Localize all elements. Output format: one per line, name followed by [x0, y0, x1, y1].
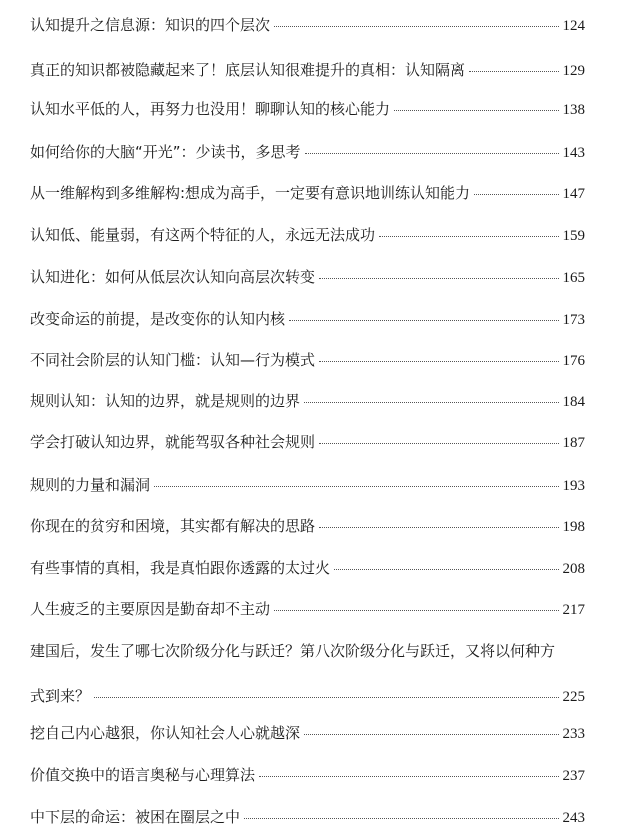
- toc-entry[interactable]: [30, 226, 585, 245]
- dot-leader: [319, 278, 558, 279]
- toc-entry[interactable]: [30, 16, 585, 35]
- toc-entry-title: 认知水平低的人，再努力也没用！聊聊认知的核心能力: [30, 100, 391, 118]
- dot-leader: [305, 153, 559, 154]
- dot-leader: [94, 697, 558, 698]
- toc-entry[interactable]: [30, 808, 585, 827]
- toc-entry-title: 如何给你的大脑“开光”：少读书，多思考: [30, 143, 301, 161]
- toc-entry-page-number: 225: [562, 689, 585, 705]
- dot-leader: [274, 26, 558, 27]
- dot-leader: [244, 818, 558, 819]
- toc-entry-page-number: 187: [562, 435, 585, 451]
- toc-entry-title: 从一维解构到多维解构:想成为高手，一定要有意识地训练认知能力: [30, 184, 471, 202]
- toc-entry[interactable]: [30, 433, 585, 452]
- toc-entry-title: 价值交换中的语言奥秘与心理算法: [30, 766, 256, 784]
- toc-entry-page-number: 138: [562, 102, 585, 118]
- toc-entry-page-number: 165: [562, 270, 585, 286]
- toc-entry[interactable]: [30, 517, 585, 536]
- dot-leader: [474, 194, 558, 195]
- toc-entry-title: 挖自己内心越狠，你认知社会人心就越深: [30, 724, 301, 742]
- toc-entry-title: 认知低、能量弱，有这两个特征的人，永远无法成功: [30, 226, 376, 244]
- dot-leader: [274, 610, 558, 611]
- dot-leader: [394, 110, 558, 111]
- toc-entry-page-number: 193: [562, 478, 585, 494]
- toc-entry-page-number: 124: [562, 18, 585, 34]
- dot-leader: [289, 320, 558, 321]
- toc-entry-title: 式到来？: [30, 687, 91, 705]
- toc-entry-title: 真正的知识都被隐藏起来了！底层认知很难提升的真相：认知隔离: [30, 61, 466, 79]
- toc-entry[interactable]: [30, 476, 585, 495]
- dot-leader: [319, 527, 558, 528]
- toc-entry-title: 规则的力量和漏洞: [30, 476, 151, 494]
- toc-entry[interactable]: [30, 310, 585, 329]
- dot-leader: [334, 569, 558, 570]
- dot-leader: [319, 443, 558, 444]
- toc-entry-page-number: 233: [562, 726, 585, 742]
- dot-leader: [259, 776, 558, 777]
- dot-leader: [319, 361, 558, 362]
- toc-entry[interactable]: [30, 392, 585, 411]
- toc-entry[interactable]: [30, 351, 585, 370]
- toc-entry-title-line1: 建国后，发生了哪七次阶级分化与跃迁？第八次阶级分化与跃迁，又将以何种方: [30, 642, 556, 660]
- toc-entry[interactable]: [30, 268, 585, 287]
- toc-entry-page-number: 176: [562, 353, 585, 369]
- toc-entry-title: 你现在的贫穷和困境，其实都有解决的思路: [30, 517, 316, 535]
- toc-entry[interactable]: [30, 100, 585, 119]
- toc-entry-title: 规则认知：认知的边界，就是规则的边界: [30, 392, 301, 410]
- toc-entry-page-number: 147: [562, 186, 585, 202]
- toc-entry-page-number: 237: [562, 768, 585, 784]
- toc-entry-title: 不同社会阶层的认知门槛：认知—行为模式: [30, 351, 316, 369]
- toc-entry[interactable]: [30, 600, 585, 619]
- toc-entry[interactable]: [30, 559, 585, 578]
- toc-entry-page-number: 173: [562, 312, 585, 328]
- toc-entry-page-number: 129: [562, 63, 585, 79]
- toc-entry-page-number: 184: [562, 394, 585, 410]
- toc-entry[interactable]: [30, 184, 585, 203]
- dot-leader: [304, 402, 558, 403]
- dot-leader: [304, 734, 558, 735]
- dot-leader: [379, 236, 558, 237]
- toc-entry-title: 认知进化：如何从低层次认知向高层次转变: [30, 268, 316, 286]
- toc-entry-title: 人生疲乏的主要原因是勤奋却不主动: [30, 600, 271, 618]
- toc-entry[interactable]: [30, 143, 585, 162]
- toc-entry-title: 中下层的命运：被困在圈层之中: [30, 808, 241, 826]
- toc-entry[interactable]: [30, 766, 585, 785]
- toc-entry-page-number: 208: [562, 561, 585, 577]
- toc-entry-page-number: 143: [562, 145, 585, 161]
- dot-leader: [154, 486, 558, 487]
- toc-entry[interactable]: [30, 724, 585, 743]
- toc-entry[interactable]: [30, 61, 585, 80]
- toc-entry-page-number: 217: [562, 602, 585, 618]
- toc-entry-page-number: 243: [562, 810, 585, 826]
- toc-entry-page-number: 198: [562, 519, 585, 535]
- toc-entry-title: 改变命运的前提，是改变你的认知内核: [30, 310, 286, 328]
- toc-entry-title: 学会打破认知边界，就能驾驭各种社会规则: [30, 433, 316, 451]
- toc-entry-page-number: 159: [562, 228, 585, 244]
- toc-entry-title: 有些事情的真相，我是真怕跟你透露的太过火: [30, 559, 331, 577]
- toc-entry[interactable]: [30, 642, 585, 706]
- toc-entry-title: 认知提升之信息源：知识的四个层次: [30, 16, 271, 34]
- dot-leader: [469, 71, 558, 72]
